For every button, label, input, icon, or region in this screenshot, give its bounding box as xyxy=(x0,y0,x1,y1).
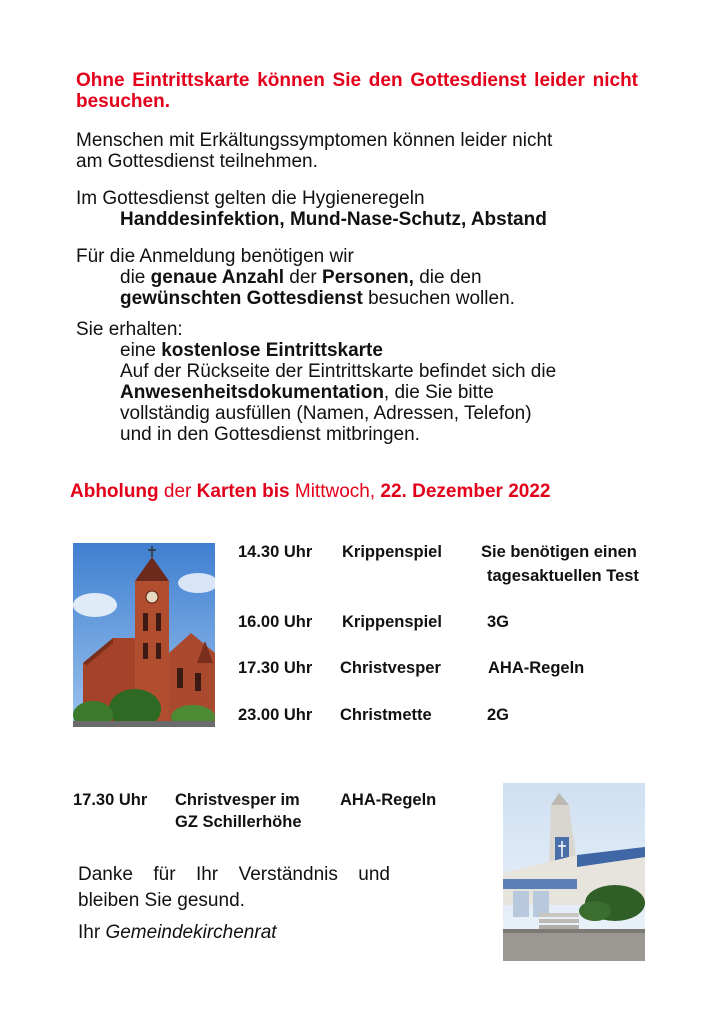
service-time: 17.30 Uhr xyxy=(238,659,313,677)
second-location-time: 17.30 Uhr xyxy=(73,791,148,809)
service-name: Krippenspiel xyxy=(342,613,442,631)
signature-name: Gemeindekirchenrat xyxy=(105,922,277,943)
registration-intro: Für die Anmeldung benötigen wir xyxy=(76,246,354,267)
service-rule-line2: tagesaktuellen Test xyxy=(487,567,639,585)
service-rule: Sie benötigen einen xyxy=(481,543,637,561)
service-name: Christvesper xyxy=(340,659,441,677)
receive-line2: eine kostenlose Eintrittskarte xyxy=(120,340,383,361)
registration-line2: die genaue Anzahl der Personen, die den xyxy=(120,267,482,288)
second-location-name: Christvesper im xyxy=(175,791,300,809)
thanks-line1: Danke für Ihr Verständnis und xyxy=(78,864,390,885)
signature: Ihr Gemeindekirchenrat xyxy=(78,922,277,943)
second-location-rule: AHA-Regeln xyxy=(340,791,437,809)
community-centre-illustration xyxy=(503,783,645,961)
cold-notice xyxy=(76,130,552,172)
service-name: Krippenspiel xyxy=(342,543,442,561)
cold-notice-line1: Menschen mit Erkältungssymptomen können leider nicht xyxy=(76,130,553,151)
service-time: 16.00 Uhr xyxy=(238,613,313,631)
pickup-deadline: Abholung der Karten bis Mittwoch, 22. Dezember 2022 xyxy=(70,481,551,502)
registration-line3: gewünschten Gottesdienst besuchen wollen. xyxy=(120,288,515,309)
second-location-name-line2: GZ Schillerhöhe xyxy=(175,813,302,831)
service-time: 14.30 Uhr xyxy=(238,543,313,561)
service-rule: 3G xyxy=(487,613,510,631)
receive-intro: Sie erhalten: xyxy=(76,319,183,340)
receive-section xyxy=(76,319,556,445)
thanks-message xyxy=(78,862,390,914)
church-illustration xyxy=(73,543,215,727)
hygiene-section xyxy=(76,188,547,230)
service-rule: 2G xyxy=(487,706,510,724)
service-rule: AHA-Regeln xyxy=(488,659,585,677)
hygiene-rules: Handdesinfektion, Mund-Nase-Schutz, Abstand xyxy=(120,209,547,230)
receive-line3: Auf der Rückseite der Eintrittskarte befindet sich die xyxy=(120,361,557,382)
service-name: Christmette xyxy=(340,706,432,724)
receive-line6: und in den Gottesdienst mitbringen. xyxy=(120,424,420,445)
ticket-warning: Ohne Eintrittskarte können Sie den Gottesdienst leider nicht besuchen. xyxy=(76,70,638,112)
community-centre-photo xyxy=(503,783,645,961)
receive-line5: vollständig ausfüllen (Namen, Adressen, Telefon) xyxy=(120,403,532,424)
registration-section xyxy=(76,246,515,309)
hygiene-intro: Im Gottesdienst gelten die Hygieneregeln xyxy=(76,188,425,209)
cold-notice-line2: am Gottesdienst teilnehmen. xyxy=(76,151,318,172)
thanks-line2: bleiben Sie gesund. xyxy=(78,890,245,911)
church-photo xyxy=(73,543,215,727)
receive-line4: Anwesenheitsdokumentation, die Sie bitte xyxy=(120,382,494,403)
service-time: 23.00 Uhr xyxy=(238,706,313,724)
